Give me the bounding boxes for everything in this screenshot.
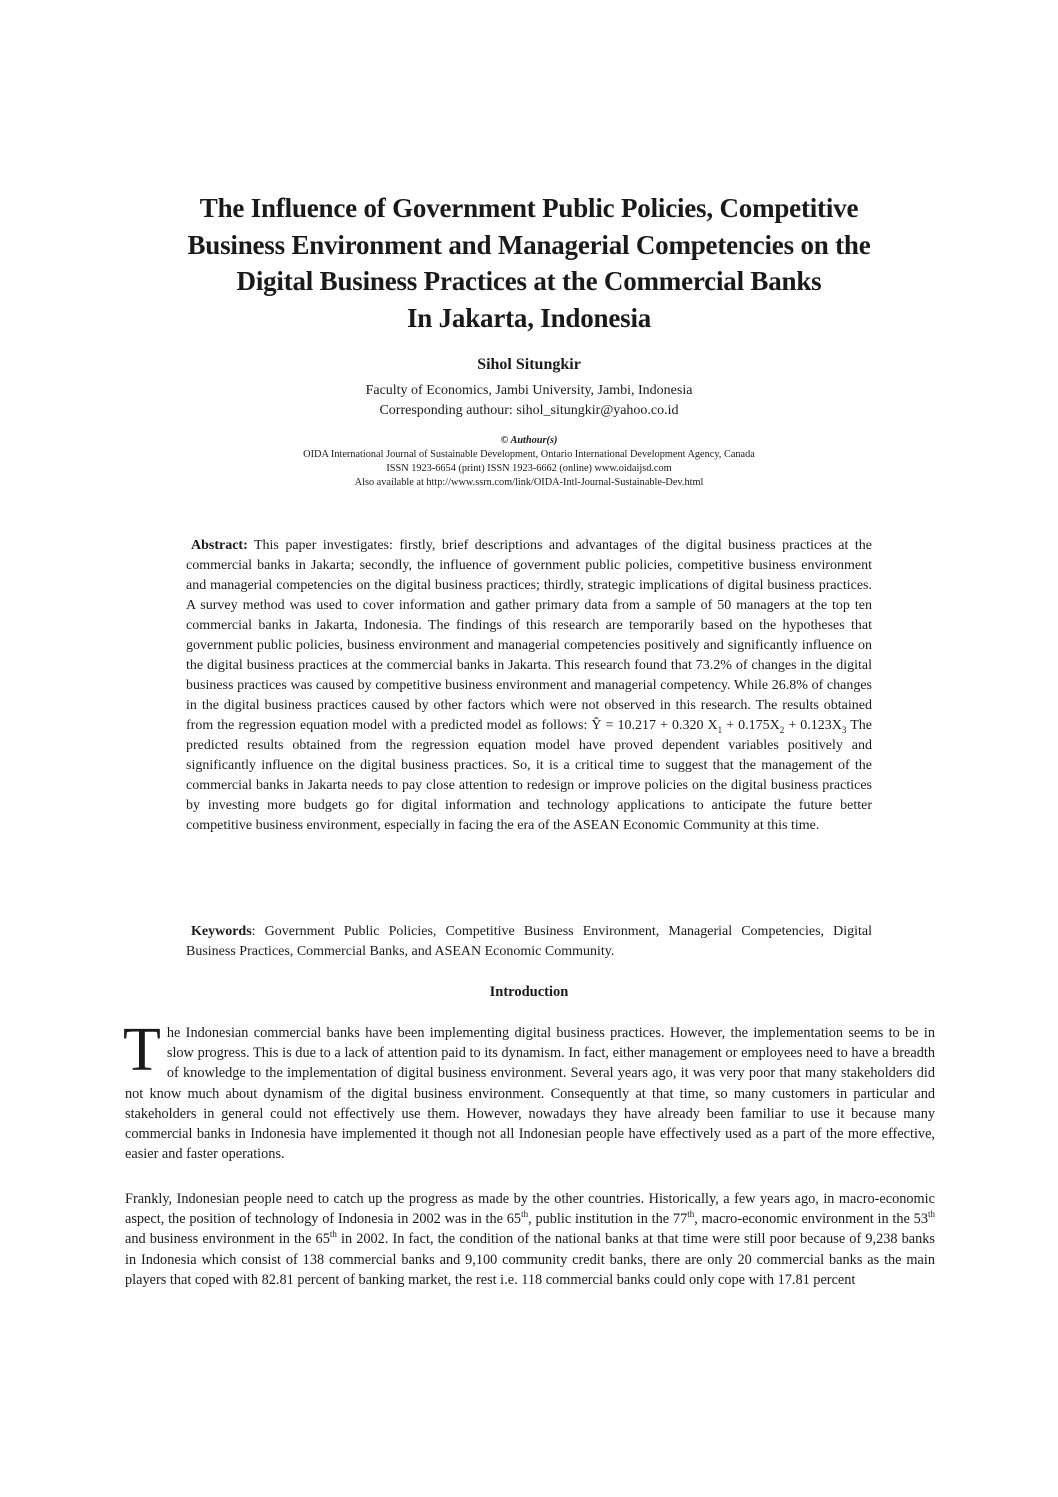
paragraph-text: he Indonesian commercial banks have been implementing digital business practices. However, the implementation seems to be in slow progress. This is due to a lack of attention paid to its dynamism. In fact, either management or employees need to have a breadth of knowledge to the implementation of digital business environment. Several years ago, it was very poor that many stakeholders did not know much about dynamism of the digital business environment. Consequently at that time, so many customers in particular and stakeholders in general could not effectively use them. However, nowadays they have already been familiar to use it because many commercial banks in Indonesia have implemented it though not all Indonesian people have effectively used as a part of the more effective, easier and faster operations. bbox=[125, 1025, 935, 1163]
keywords-text: Government Public Policies, Competitive Business Environment, Managerial Competencies, Digital Business Practices, Commercial Banks, and ASEAN Economic Community. bbox=[186, 924, 872, 959]
intro-paragraph-1 bbox=[123, 1016, 935, 1164]
keywords bbox=[186, 922, 872, 962]
subscript: 2 bbox=[779, 724, 785, 735]
issn-line: ISSN 1923-6654 (print) ISSN 1923-6662 (online) www.oidaijsd.com bbox=[386, 463, 672, 474]
superscript: th bbox=[927, 1209, 935, 1220]
title-line: Business Environment and Managerial Competencies on the bbox=[187, 229, 871, 260]
abstract-text: The predicted results obtained from the regression equation model have proved dependent variables positively and significantly influence on the digital business practices. So, it is a critical time to suggest that the management of the commercial banks in Jakarta needs to pay close attention to redesign or improve policies on the digital business practices by investing more budgets go for digital information and technology applications to anticipate the future better competitive business environment, especially in facing the era of the ASEAN Economic Community at this time. bbox=[186, 718, 872, 833]
superscript: th bbox=[521, 1209, 529, 1220]
affiliation: Faculty of Economics, Jambi University, Jambi, Indonesia bbox=[365, 383, 693, 398]
copyright-owner: © Authour(s) bbox=[500, 435, 558, 446]
paragraph-text: and business environment in the 65 bbox=[125, 1231, 330, 1248]
abstract-text: + 0.175X bbox=[722, 718, 780, 733]
paragraph-text: , macro-economic environment in the 53 bbox=[694, 1211, 928, 1228]
subscript: 1 bbox=[717, 724, 723, 735]
title-line: Digital Business Practices at the Commercial Banks bbox=[236, 266, 822, 296]
abstract-text: This paper investigates: firstly, brief descriptions and advantages of the digital business practices at the commercial banks in Jakarta; secondly, the influence of government public policies, competitive business environment and managerial competencies on the digital business practices; thirdly, strategic implications of digital business practices. A survey method was used to cover information and gather primary data from a sample of 50 managers at the top ten commercial banks in Jakarta, Indonesia. The findings of this research are temporarily based on the hypotheses that government public policies, business environment and managerial competencies positively and significantly influence on the digital business practices at the commercial banks in Jakarta. This research found that 73.2% of changes in the digital business practices was caused by competitive business environment and managerial competency. While 26.8% of changes in the digital business practices caused by other factors which were not observed in this research. The results obtained from the regression equation model with a predicted model as follows: Ŷ = 10.217 + 0.320 X bbox=[186, 538, 872, 733]
drop-cap: T bbox=[123, 1016, 161, 1084]
section-heading: Introduction bbox=[489, 984, 569, 1000]
corresponding-author: Corresponding authour: sihol_situngkir@yahoo.co.id bbox=[379, 403, 679, 418]
paragraph-text: in 2002. In fact, the condition of the national banks at that time were still poor because of 9,238 banks in Indonesia which consist of 138 commercial banks and 9,100 community credit banks, there are only 20 commercial banks as the main players that coped with 82.81 percent of banking market, the rest i.e. 118 commercial banks could only cope with 17.81 percent bbox=[125, 1231, 935, 1288]
journal-name: OIDA International Journal of Sustainable Development, Ontario International Development Agency, Canada bbox=[303, 449, 755, 460]
abstract bbox=[186, 536, 872, 836]
title-line: The Influence of Government Public Policies, Competitive bbox=[199, 193, 859, 223]
paragraph-text: Frankly, Indonesian people need to catch up the progress as made by the other countries. Historically, a few years ago, in macro-economic aspect, the position of technology of Indonesia in 2002 was in the 65 bbox=[125, 1191, 935, 1228]
title-line: In Jakarta, Indonesia bbox=[406, 302, 652, 333]
superscript: th bbox=[329, 1229, 337, 1240]
keywords-colon: : bbox=[251, 924, 256, 939]
intro-paragraph-2 bbox=[125, 1189, 935, 1290]
paper-title bbox=[80, 190, 978, 336]
keywords-label: Keywords bbox=[191, 924, 252, 939]
paragraph-text: , public institution in the 77 bbox=[528, 1211, 688, 1228]
author-affiliation-block bbox=[0, 381, 1058, 421]
copyright-block bbox=[0, 434, 1058, 490]
availability-line: Also available at http://www.ssrn.com/link/OIDA-Intl-Journal-Sustainable-Dev.html bbox=[354, 477, 704, 488]
superscript: th bbox=[687, 1209, 695, 1220]
subscript: 3 bbox=[841, 724, 847, 735]
author-name: Sihol Situngkir bbox=[477, 356, 581, 373]
abstract-label: Abstract: bbox=[191, 538, 248, 553]
abstract-text: + 0.123X bbox=[784, 718, 842, 733]
